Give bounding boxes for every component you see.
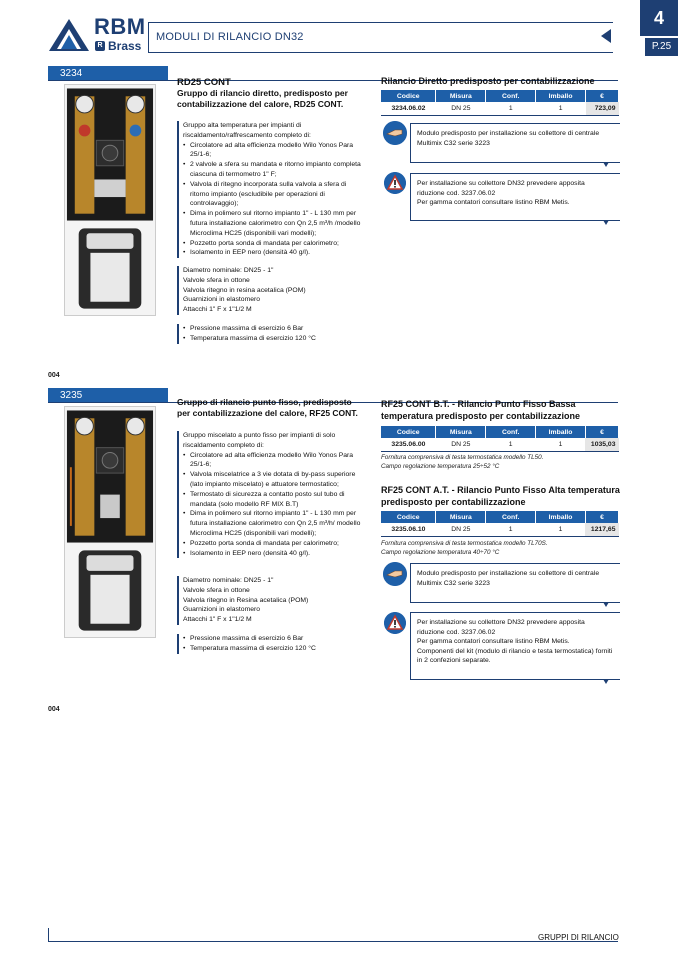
header-line-left xyxy=(148,22,149,53)
warning-icon xyxy=(384,612,406,634)
description-bullet: • Circolatore ad alta efficienza modello Wilo Yonos Para 25/1-6; xyxy=(183,141,367,161)
variant-note: Fornitura comprensiva di testa termostatica modello TL70S. Campo regolazione temperatura 40÷70 °C xyxy=(381,540,548,556)
cell-pack: 1 xyxy=(536,438,586,451)
col-header-code: Codice xyxy=(381,511,436,523)
brand-badge: R xyxy=(95,41,105,51)
description-bullet: • Dima in polimero sul ritorno impianto 1" - L 130 mm per futura installazione calorimetro con Qn 2,5 m³/h /modello Microclima HC25 (disponibili vari modelli); xyxy=(183,209,367,238)
cell-conf: 1 xyxy=(486,438,536,451)
cell-size: DN 25 xyxy=(436,438,486,451)
spec-line: Diametro nominale: DN25 - 1" xyxy=(183,577,274,584)
col-header-pack: Imballo xyxy=(536,90,586,102)
spec-line: Guarnizioni in elastomero xyxy=(183,606,261,614)
product-specs xyxy=(177,266,367,315)
description-intro: Gruppo miscelato a punto fisso per impianti di solo riscaldamento completo di: xyxy=(183,432,336,449)
page-title: MODULI DI RILANCIO DN32 xyxy=(156,31,304,43)
cell-code: 3235.06.00 xyxy=(381,438,436,451)
spec-line: Valvola ritegno in Resina acetalica (POM) xyxy=(183,596,309,604)
page-code: 004 xyxy=(48,706,60,713)
col-header-price: € xyxy=(586,90,619,102)
note-arrow-icon xyxy=(603,220,609,225)
col-header-price: € xyxy=(585,511,618,523)
description-bullet: • Pozzetto porta sonda di mandata per calorimetro; xyxy=(183,539,367,549)
note-arrow-icon xyxy=(603,679,609,684)
spec-line: Guarnizioni in elastomero xyxy=(183,296,261,304)
product-description xyxy=(177,121,367,258)
cell-pack: 1 xyxy=(536,523,586,536)
col-header-pack: Imballo xyxy=(536,511,586,523)
col-header-code: Codice xyxy=(381,426,436,438)
col-header-pack: Imballo xyxy=(536,426,586,438)
variant-title: Rilancio Diretto predisposto per contabilizzazione xyxy=(381,76,595,86)
spec-line: Attacchi 1" F x 1"1/2 M xyxy=(183,616,252,624)
cell-conf: 1 xyxy=(486,102,536,115)
spec-line: Attacchi 1" F x 1"1/2 M xyxy=(183,306,252,314)
table-row xyxy=(381,523,619,536)
price-table xyxy=(381,426,619,452)
section-tag: 3234 xyxy=(48,66,168,81)
variant-title: RF25 CONT A.T. - Rilancio Punto Fisso Alta temperatura predisposto per contabilizzazione xyxy=(381,485,620,507)
description-bullet: • Isolamento in EEP nero (densità 40 g/l). xyxy=(183,549,367,559)
product-specs xyxy=(177,576,367,625)
footer-section-name: GRUPPI DI RILANCIO xyxy=(538,933,619,942)
chapter-number: 4 xyxy=(640,0,678,36)
limit-line: • Pressione massima di esercizio 6 Bar xyxy=(183,634,367,644)
description-bullet: • 2 valvole a sfera su mandata e ritorno impianto completa ciascuna di termometro 1" F; xyxy=(183,160,367,180)
product-title: Gruppo di rilancio punto fisso, predisposto per contabilizzazione del calore, RF25 CONT. xyxy=(177,397,358,418)
price-table xyxy=(381,511,619,537)
col-header-conf: Conf. xyxy=(486,90,536,102)
product-subtitle: Gruppo di rilancio diretto, predisposto per contabilizzazione del calore, RD25 CONT. xyxy=(177,88,348,109)
product-description xyxy=(177,431,367,558)
variant-note: Fornitura comprensiva di testa termostatica modello TL50. Campo regolazione temperatura 25÷52 °C xyxy=(381,454,544,470)
cell-size: DN 25 xyxy=(436,523,486,536)
note-arrow-icon xyxy=(603,602,609,607)
col-header-conf: Conf. xyxy=(486,426,536,438)
info-note: Modulo predisposto per installazione su collettore di centrale Multimix C32 serie 3223 xyxy=(410,123,620,163)
cell-conf: 1 xyxy=(486,523,536,536)
cell-size: DN 25 xyxy=(436,102,486,115)
cell-code: 3234.06.02 xyxy=(381,102,436,115)
product-photo-rd25 xyxy=(64,84,156,316)
cell-pack: 1 xyxy=(536,102,586,115)
table-row xyxy=(381,438,619,451)
product-photo-rf25 xyxy=(64,406,156,638)
rbm-logo-triangle-icon xyxy=(48,18,90,52)
footer-bracket xyxy=(48,928,49,942)
spec-line: Valvole sfera in ottone xyxy=(183,276,250,284)
description-bullet: • Valvola miscelatrice a 3 vie dotata di by-pass superiore (lato impianto miscelato) e attuatore termostatico; xyxy=(183,470,367,490)
limit-line: • Temperatura massima di esercizio 120 °C xyxy=(183,644,367,654)
cell-price: 1217,65 xyxy=(585,523,618,536)
spec-line: Valvola ritegno in resina acetalica (POM) xyxy=(183,286,306,294)
col-header-code: Codice xyxy=(381,90,436,102)
page-code: 004 xyxy=(48,372,60,379)
info-note: Modulo predisposto per installazione su collettore di centrale Multimix C32 serie 3223 xyxy=(410,563,620,603)
description-bullet: • Termostato di sicurezza a contatto posto sul tubo di mandata (solo modello RF MIX B.T) xyxy=(183,490,367,510)
note-arrow-icon xyxy=(603,162,609,167)
header-arrow-icon xyxy=(601,29,611,43)
info-hand-icon xyxy=(383,562,407,586)
footer-line xyxy=(48,941,618,942)
table-row xyxy=(381,102,619,115)
col-header-conf: Conf. xyxy=(486,511,536,523)
cell-price: 723,09 xyxy=(586,102,619,115)
section-tag: 3235 xyxy=(48,388,168,403)
brand-sub: Brass xyxy=(108,39,142,53)
description-bullet: • Isolamento in EEP nero (densità 40 g/l). xyxy=(183,248,367,258)
description-bullet: • Dima in polimero sul ritorno impianto 1" - L 130 mm per futura installazione calorimetro con Qn 2,5 m³/h/ modello Microclima HC25 (disponibili vari modelli); xyxy=(183,509,367,538)
header-line-top xyxy=(148,22,613,23)
price-table xyxy=(381,90,619,116)
info-hand-icon xyxy=(383,121,407,145)
product-limits xyxy=(177,634,367,654)
brand-sub-wrap xyxy=(95,40,141,52)
cell-price: 1035,03 xyxy=(585,438,618,451)
variant-title: RF25 CONT B.T. - Rilancio Punto Fisso Bassa temperatura predisposto per contabilizzazione xyxy=(381,399,581,421)
description-bullet: • Circolatore ad alta efficienza modello Wilo Yonos Para 25/1-6; xyxy=(183,451,367,471)
col-header-size: Misura xyxy=(436,426,486,438)
description-bullet: • Pozzetto porta sonda di mandata per calorimetro; xyxy=(183,239,367,249)
description-bullet: • Valvola di ritegno incorporata sulla valvola a sfera di ritorno impianto (escludibile per operazioni di controlavaggio); xyxy=(183,180,367,209)
spec-line: Valvole sfera in ottone xyxy=(183,586,250,594)
limit-line: • Pressione massima di esercizio 6 Bar xyxy=(183,324,367,334)
product-title: RD25 CONT xyxy=(177,77,231,88)
warning-icon xyxy=(384,172,406,194)
product-limits xyxy=(177,324,367,344)
limit-line: • Temperatura massima di esercizio 120 °C xyxy=(183,334,367,344)
brand-name: RBM xyxy=(94,14,146,39)
col-header-price: € xyxy=(585,426,618,438)
col-header-size: Misura xyxy=(436,511,486,523)
spec-line: Diametro nominale: DN25 - 1" xyxy=(183,267,274,274)
header-line-bottom xyxy=(148,52,613,53)
warning-note: Per installazione su collettore DN32 prevedere apposita riduzione cod. 3237.06.02 Per gamma contatori consultare listino RBM Metis. Componenti del kit (modulo di rilancio e testa termostatica) forniti in 2 confezioni separate. xyxy=(410,612,620,680)
page-number: P.25 xyxy=(645,38,678,56)
cell-code: 3235.06.10 xyxy=(381,523,436,536)
description-intro: Gruppo alta temperatura per impianti di riscaldamento/raffrescamento completo di: xyxy=(183,122,311,139)
warning-note: Per installazione su collettore DN32 prevedere apposita riduzione cod. 3237.06.02 Per gamma contatori consultare listino RBM Metis. xyxy=(410,173,620,221)
col-header-size: Misura xyxy=(436,90,486,102)
